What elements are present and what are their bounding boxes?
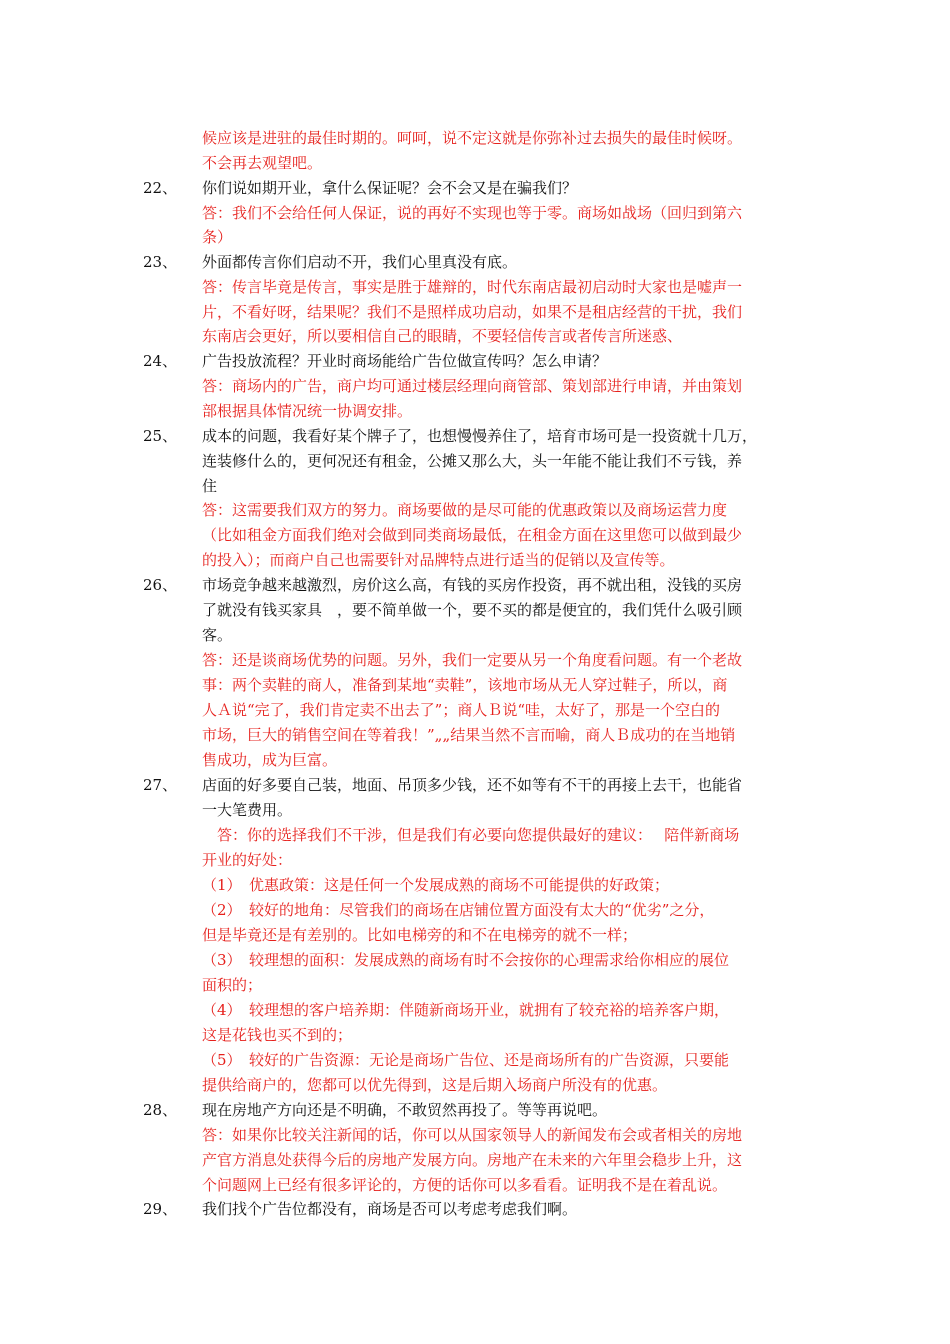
item-number: 28、: [143, 1101, 178, 1119]
item-number: 22、: [143, 179, 178, 197]
answer-line: 但是毕竟还是有差别的。比如电梯旁的和不在电梯旁的就不一样；: [202, 926, 638, 944]
answer-line: 答：如果你比较关注新闻的话，你可以从国家领导人的新闻发布会或者相关的房地: [202, 1126, 743, 1144]
question-line: 广告投放流程？开业时商场能给广告位做宣传吗？怎么申请？: [202, 352, 608, 370]
answer-line: 答：我们不会给任何人保证，说的再好不实现也等于零。商场如战场（回归到第六: [202, 204, 743, 222]
question-line: 外面都传言你们启动不开，我们心里真没有底。: [202, 253, 518, 271]
answer-line: 条）: [202, 228, 233, 246]
answer-line: 个问题网上已经有很多评论的，方便的话你可以多看看。证明我不是在着乱说。: [202, 1176, 728, 1194]
answer-line: （4） 较理想的客户培养期：伴随新商场开业，就拥有了较充裕的培养客户期，: [202, 1001, 730, 1019]
answer-line: 答：这需要我们双方的努力。商场要做的是尽可能的优惠政策以及商场运营力度: [202, 501, 728, 519]
question-line: 成本的问题，我看好某个牌子了，也想慢慢养住了，培育市场可是一投资就十几万，: [202, 427, 758, 445]
question-line: 了就没有钱买家具 ，要不简单做一个，要不买的都是便宜的，我们凭什么吸引顾: [202, 601, 743, 619]
answer-line: （比如租金方面我们绝对会做到同类商场最低，在租金方面在这里您可以做到最少: [202, 526, 743, 544]
answer-line: 答：你的选择我们不干涉，但是我们有必要向您提供最好的建议： 陪伴新商场: [202, 826, 740, 844]
answer-line: 这是花钱也买不到的；: [202, 1026, 353, 1044]
question-line: 连装修什么的，更何况还有租金，公摊又那么大，头一年能不能让我们不亏钱，养: [202, 452, 743, 470]
answer-line: （1） 优惠政策：这是任何一个发展成熟的商场不可能提供的好政策；: [202, 876, 670, 894]
question-line: 现在房地产方向还是不明确，不敢贸然再投了。等等再说吧。: [202, 1101, 608, 1119]
item-number: 27、: [143, 776, 178, 794]
question-line: 住: [202, 477, 218, 495]
answer-line: （2） 较好的地角：尽管我们的商场在店铺位置方面没有太大的“优劣”之分，: [202, 901, 715, 919]
answer-line: 片，不看好呀，结果呢？我们不是照样成功启动，如果不是租店经营的干扰，我们: [202, 303, 743, 321]
answer-line: 答：还是谈商场优势的问题。另外，我们一定要从另一个角度看问题。有一个老故: [202, 651, 743, 669]
item-number: 29、: [143, 1200, 178, 1218]
answer-line: 答：商场内的广告，商户均可通过楼层经理向商管部、策划部进行申请，并由策划: [202, 377, 743, 395]
item-number: 23、: [143, 253, 178, 271]
item-number: 25、: [143, 427, 178, 445]
continuation-line: 不会再去观望吧。: [202, 154, 323, 172]
question-line: 店面的好多要自己装，地面、吊顶多少钱，还不如等有不干的再接上去干，也能省: [202, 776, 743, 794]
answer-line: 售成功，成为巨富。: [202, 751, 338, 769]
answer-line: 面积的；: [202, 976, 263, 994]
item-number: 24、: [143, 352, 178, 370]
answer-line: 提供给商户的，您都可以优先得到，这是后期入场商户所没有的优惠。: [202, 1076, 668, 1094]
question-line: 你们说如期开业，拿什么保证呢？会不会又是在骗我们？: [202, 179, 578, 197]
question-line: 我们找个广告位都没有，商场是否可以考虑考虑我们啊。: [202, 1200, 578, 1218]
answer-line: 产官方消息处获得今后的房地产发展方向。房地产在未来的六年里会稳步上升，这: [202, 1151, 743, 1169]
item-number: 26、: [143, 576, 178, 594]
answer-line: 部根据具体情况统一协调安排。: [202, 402, 413, 420]
answer-line: 东南店会更好，所以要相信自己的眼睛，不要轻信传言或者传言所迷惑、: [202, 327, 683, 345]
answer-line: 市场，巨大的销售空间在等着我！”„„结果当然不言而喻，商人Ｂ成功的在当地销: [202, 726, 736, 744]
answer-line: （5） 较好的广告资源：无论是商场广告位、还是商场所有的广告资源，只要能: [202, 1051, 730, 1069]
answer-line: 的投入）；而商户自己也需要针对品牌特点进行适当的促销以及宣传等。: [202, 551, 675, 569]
answer-line: （3） 较理想的面积：发展成熟的商场有时不会按你的心理需求给你相应的展位: [202, 951, 730, 969]
question-line: 客。: [202, 626, 233, 644]
answer-line: 答：传言毕竟是传言，事实是胜于雄辩的，时代东南店最初启动时大家也是嘘声一: [202, 278, 743, 296]
question-line: 一大笔费用。: [202, 801, 293, 819]
answer-line: 人Ａ说“完了，我们肯定卖不出去了”；商人Ｂ说“哇，太好了，那是一个空白的: [202, 701, 721, 719]
answer-line: 事：两个卖鞋的商人，准备到某地“卖鞋”，该地市场从无人穿过鞋子，所以，商: [202, 676, 728, 694]
answer-line: 开业的好处：: [202, 851, 293, 869]
continuation-line: 候应该是进驻的最佳时期的。呵呵，说不定这就是你弥补过去损失的最佳时候呀。: [202, 129, 743, 147]
question-line: 市场竞争越来越激烈，房价这么高，有钱的买房作投资，再不就出租，没钱的买房: [202, 576, 743, 594]
